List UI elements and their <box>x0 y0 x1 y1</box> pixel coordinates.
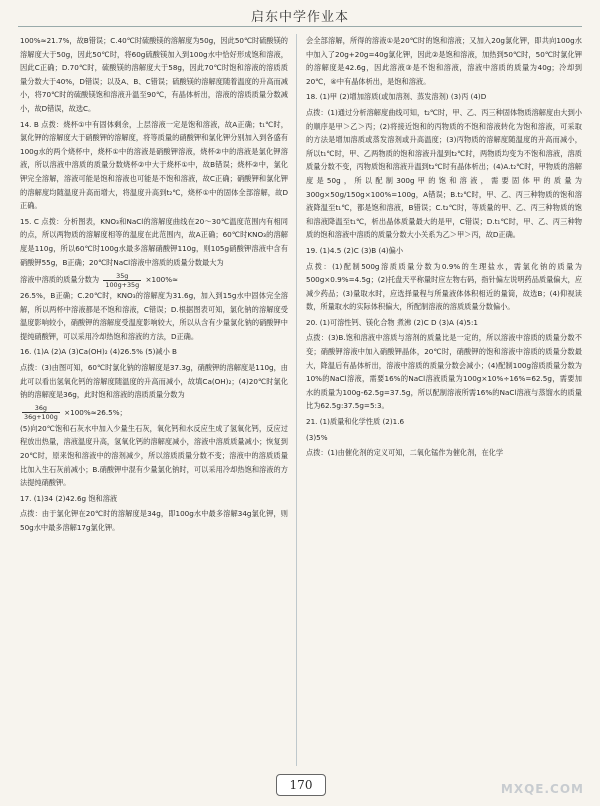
fraction-numerator: 36g <box>22 404 60 413</box>
fraction-numerator: 35g <box>103 272 141 281</box>
paragraph: 15. C 点拨：分析图表，KNO₃和NaCl的溶解度曲线在20～30℃温度范围内有相同的点，所以两物质的溶解度相等的温度在此范围内，故A正确；60℃时KNO₃的溶解度是110g，所以60℃时100g水最多溶解硝酸钾110g，则105g硝酸钾溶液中含有硝酸钾55g，B正确；20℃时NaCl溶液中溶质的质量分数最大为 <box>20 216 288 267</box>
left-column <box>20 34 288 537</box>
paragraph: 100%≈21.7%，故B错误；C.40℃时硫酸镁的溶解度为50g，因此50℃时硫酸镁的溶解度大于50g，因此50℃时，将60g硫酸镁加入到100g水中恰好形成饱和溶液，因此C正确；D.70℃时，硫酸镁的溶解度大于58g，因此70℃时饱和溶液的溶质质量分数大于40%，D错误；以及A、B、C错误；硫酸镁的溶解度随着温度的升高而减小，将70℃时的硫酸镁饱和溶液升温至90℃，有晶体析出，溶液的溶质质量分数减小，故D错误，故选C。 <box>20 36 288 113</box>
paragraph: 18. (1)甲 (2)增加溶质(或加溶剂、蒸发溶剂) (3)丙 (4)D <box>306 92 487 102</box>
fraction <box>22 404 60 421</box>
formula-prefix: 溶液中溶质的质量分数为 <box>20 275 100 285</box>
formula-suffix: ×100%≈ <box>145 275 179 285</box>
paragraph: 点拨：(1)由催化剂的定义可知，二氧化锰作为催化剂，在化学 <box>306 448 504 458</box>
paragraph: 16. (1)A (2)A (3)Ca(OH)₂ (4)26.5% (5)减小 B <box>20 347 177 357</box>
paragraph: 会全部溶解，所得的溶液①是20℃时的饱和溶液；又加入20g氯化钾，即共向100g水中加入了20g+20g=40g氯化钾，因此②是饱和溶液，加热到50℃时，50℃时氯化钾的溶解度是42.6g，因此溶液③是不饱和溶液，溶液中溶质的质量为40g；冷却到20℃，④中有晶体析出，是饱和溶液。 <box>306 36 582 86</box>
paragraph: 17. (1)34 (2)42.6g 饱和溶液 <box>20 493 118 503</box>
paragraph: 点拨：(1)配制500g溶质质量分数为0.9%的生理盐水，需氯化钠的质量为500g×0.9%=4.5g；(2)托盘天平称量时应左物右码，指针偏左说明药品质量偏大，应减少药品；(3)量取水时，应选择量程与所量液体体积相近的量筒，故选B；(4)仰视读数，所量取水的实际体积偏大，所配制溶液的溶质质量分数偏小。 <box>306 261 583 312</box>
formula-line <box>20 404 288 422</box>
paragraph: (5)向20℃饱和石灰水中加入少量生石灰，氧化钙和水反应生成了氢氧化钙，反应过程放出热量，溶液温度升高，氢氧化钙的溶解度减小，溶液中溶质质量减小；恢复到20℃时，原来饱和溶液中的溶剂减少，所以溶质质量分数不变；溶液中的溶质质量比加入生石灰前减小；B.硝酸钾中混有少量氯化钠时，可以采用冷却热饱和溶液的方法提纯硝酸钾。 <box>20 423 288 488</box>
page-number: 170 <box>276 774 326 796</box>
right-column <box>306 34 582 462</box>
fraction-denominator: 100g+35g <box>105 280 140 289</box>
formula-line <box>20 271 288 289</box>
paragraph: 20. (1)可溶性钙、镁化合物 煮沸 (2)C D (3)A (4)5:1 <box>306 317 478 327</box>
formula-suffix: ×100%≈26.5%； <box>64 407 127 417</box>
header-title: 启东中学作业本 <box>250 10 349 25</box>
fraction-denominator: 36g+100g <box>24 413 58 422</box>
paragraph: 21. (1)质量和化学性质 (2)1.6 <box>306 417 405 427</box>
paragraph: 26.5%，B正确；C.20℃时，KNO₃的溶解度为31.6g，加入到15g水中固体完全溶解，所以两杯中溶液都是不饱和溶液，C错误；D.根据图表可知，氯化钠的溶解度受温度影响较小，硝酸钾的溶解度受温度影响较大，所以从含有少量氯化钠的硝酸钾中提纯硝酸钾，可以采用冷却热饱和溶液的方法，D正确。 <box>20 291 288 341</box>
column-divider <box>296 34 297 766</box>
paragraph: (3)5% <box>306 432 328 442</box>
watermark-text: MXQE.COM <box>500 782 584 796</box>
watermark <box>484 756 594 802</box>
paragraph: 点拨：(3)B.饱和溶液中溶质与溶剂的质量比是一定的，所以溶液中溶质的质量分数不变；硝酸钾溶液中加入硝酸钾晶体，20℃时，硝酸钾的饱和溶液中溶质的质量分数最大，降温后有晶体析出，溶液中溶质的质量分数会减小；(4)配制100g溶质质量分数为10%的NaCl溶液，需要16%的NaCl溶液质量为100g×10%÷16%=62.5g，需要加水的质量为100g-62.5g=37.5g，所以配制溶液所需16%的NaCl溶液与蒸馏水的质量比为62.5g:37.5g=5:3。 <box>306 333 582 411</box>
paragraph: 14. B 点拨：烧杯①中有固体剩余，上层溶液一定是饱和溶液，故A正确；t₁℃时，氯化钾的溶解度大于硝酸钾的溶解度，将等质量的硝酸钾和氯化钾分别加入到各盛有100g水的两个烧杯中，烧杯①中的溶液是硝酸钾溶液，烧杯②中的溶液是氯化钾溶液，所以溶液中溶质的质量分数烧杯②中大于烧杯①中，故B错误；烧杯②中，氯化钾完全溶解，溶液可能是饱和溶液也可能是不饱和溶液，故C正确；硝酸钾和氯化钾的溶解度均随温度升高而增大，将温度升高到t₂℃，烧杯①中的固体全部溶解，故D正确。 <box>20 119 288 211</box>
paragraph: 19. (1)4.5 (2)C (3)B (4)偏小 <box>306 245 404 255</box>
page-header <box>0 0 600 30</box>
paragraph: 点拨：由于氯化钾在20℃时的溶解度是34g，即100g水中最多溶解34g氯化钾，则50g水中最多溶解17g氯化钾。 <box>20 509 288 532</box>
paragraph: 点拨：(1)通过分析溶解度曲线可知，t₂℃时，甲、乙、丙三种固体物质溶解度由大到小的顺序是甲＞乙＞丙；(2)将接近饱和的丙物质的不饱和溶液转化为饱和溶液，可采取的方法是增加溶质或蒸发溶剂或升高温度；(3)丙物质的溶解度随温度的升高而减小，所以t₁℃时，甲、乙两物质的饱和溶液升温到t₂℃时，两物质均变为不饱和溶液，溶质质量分数不变，丙物质饱和溶液升温到t₂℃时有晶体析出；(4)A.t₂℃时，甲物质的溶解度是50g，所以配制300g甲的饱和溶液，需要固体甲的质量为300g×50g/150g×100%=100g，A错误；B.t₂℃时，甲、乙、丙三种物质的饱和溶液降温至t₁℃，都是饱和溶液，B错误；C.t₂℃时，等质量的甲、乙、丙三种物质的饱和溶液降温至t₁℃，析出晶体质量最大的是甲，C错误；D.t₁℃时，甲、乙、丙三种物质的饱和溶液中溶质的质量分数大小关系为乙＞甲＞丙，故D正确。 <box>306 107 582 240</box>
header-rule <box>18 26 582 27</box>
paragraph: 点拨：(3)由图可知，60℃时氯化钠的溶解度是37.3g，硝酸钾的溶解度是110g，由此可以看出氢氧化钙的溶解度随温度的升高而减小，故填Ca(OH)₂；(4)20℃时氯化钠的溶解度是36g，此时饱和溶液的溶质质量分数为 <box>20 363 288 400</box>
fraction <box>103 272 141 289</box>
